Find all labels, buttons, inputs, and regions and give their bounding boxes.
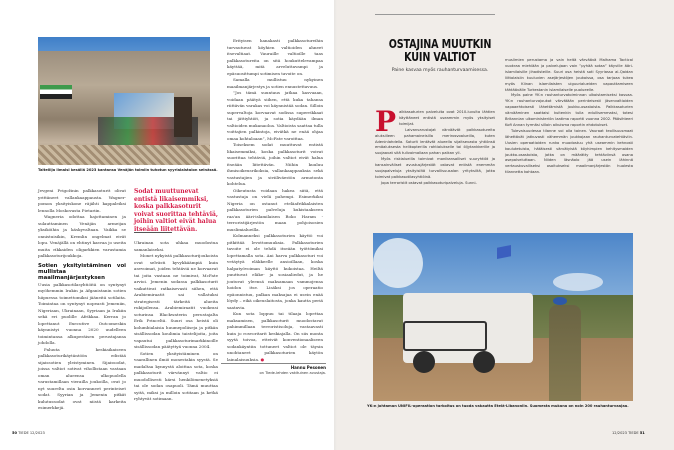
paragraph: Monet nykyistä palkkasoturijoukoista ovat selvästi kyvykkäämpiä kuin asevoimat, joiden tehtäviä ne korvaavat tai joita vastaan ne toimivat, McFate arvioi. Jemenin sodassa palkkasoturit vaikuttivat ratkaisevasti siihen, että Arabiemiraatit sai vallatuksi strategisesti tärkeitä alueita rukijoilensa. Arabiemiraatit vuokrasi soturinsa Blackwaterin perustajalta Erik Princeltä. Suuri osa heistä oli kolumbialaisia huumepoliiseja ja pitkän sisällissodan koulimia taistelijoita, joita vapautui palkkasoturimarkkinoille sisällissodan päätyttyä vuonna 2004. [134,253,218,349]
article-column-3 [227,38,323,363]
photo-caption: Taiteilija ilmaisi kesällä 2023 kantansa Venäjän toimiin tuhotun syyrialaistalon seinässä. [38,168,218,172]
paragraph: Laivanvarustajat värväävät palkkasotureita aluksilleen pahamaineisilla merirosvoalueilla, kuten Adeninlahdella. Soturit lentävät alueella sijaitsevasta yhtiönsä emäaluksesta helikopterilla rahtialukselle tai öljytankkerille ja suojaavat sitä tulivoimallaan pahan paikan yli. [375,127,495,156]
top-divider [375,14,495,15]
soldier-graphic [549,305,581,401]
deck-subtitle: Paine kasvaa myös rauhanturvaamisessa. [391,68,489,73]
syrian-flag-graphic [40,85,72,99]
paragraph: Tulevaisuudessa tilanne voi olla toinen. Vauraat teollisuusmaat lähettävät jatkuvasti vähemmän joukkojaan rauhanturvatehtäviin. Uusien operaatioiden runko muodostuu yhä useammin kehnosti koulutetuista, hätäisesti värvätyistä köyhimpien kehitysmaiden joukko-osastoista, jotka on määrätty tehtäviinsä osana asepalveluttaan. Niiden läsnäolo jää usein lähinnä vertauskuvalliseksi osoitukseksi maailmanjärjestön huolesta tilannetta kohtaan. [505,128,633,175]
article-column-2 [134,240,218,403]
right-page [337,0,674,450]
paragraph: Toiseksem sodat muuttuvat entistä likaisemmiksi, koska palkkasoturit voivat suorittaa tehtäviä, joihin valtiot eivät halua itseään liitettävän. Niihin kuuluu ihmisoikeusrikoksia, vallankaappauksia sekä vastustajien ja siviiliväestön armotonta kohtelua. [227,142,323,186]
drop-cap: P [375,105,397,138]
un-peacekeeper-vehicle-photo [373,233,633,401]
paragraph: Oikeutusta voidaan hakea siitä, että vastustaja on vielä pahempi. Esimerkiksi Nigeria on ostanut eteläafrikkalaisten palkkasoturien palveluja kukistaakseen raa'an ääri-islamilaisen Boko Haram -terroristijärjestön maan pohjoisosien muslimialueilla. [227,187,323,232]
paragraph: Myös riskialueilla toimivat monikansalliset suuryhtiöt ja kansainväliset avustusjärjestöt ostavat entistä enemmän suojapalveluja yksityisiltä turvallisuusalan yrityksiltä, jotka toimivat palkkasotilasyhtiöinä. [375,157,495,179]
pull-quote-divider [134,232,172,233]
right-column-2 [505,58,633,176]
paragraph: Jevgeni Prigožinin palkkasoturit olivat yrittäneet vallankaappausta. Wagner-pomon yksityiskone räjähti kappaleiksi lennolla Moskovasta Pietariin. [38,188,126,213]
page-folio-right [612,431,645,435]
paragraph: Uusia palkkasotilasyhtiöitä on syntynyt myöhemmin Irakin ja Afganistanin sotien hiipuessa toimettomiksi jääneitä sotilaita. Toimintaa on syntynyt nopeasti Jemeniin, Nigeriaan, Ukrainaan, Syyriaan ja Irakiin sekä eri puolille Afrikkaa. Kerran jo lopettanut Executive Outcomeskin käynnistyi vuonna 2020 uudelleen toimintansa alkuperäisen perustajansa johdolla. [38,281,126,345]
paragraph: Ukrainan sota uhkaa muodostua samanlaiseksi. [134,240,218,252]
page-number: 50 [12,431,18,435]
right-column-1 [375,105,495,187]
paragraph: ”Jos tämä suuntaus jatkaa kasvuaan, voidaan päätyä siihen, että kuka tahansa riittävän varakas voi käynnistää sodan. Silloin supervaltoja korvaavat sodissa superrikkaat tai jättiyhtiöt, ja sotia käydään ilman valtioiden mukanaoloa. Valtioista saattaa tulla voittajien palkintoja, eivätkä ne enää ohjaa omaa kohtaloaan”, McFate varoittaa. [227,90,323,141]
paragraph: Jopa terroristit ostavat palkkasoturipalveluja. Sunni- [381,180,477,185]
folio-text: 12/2023 TIEDE [612,431,639,435]
photo-caption: YK:n johtaman UNIFIL-operaation tarkoitus on tuoda vakautta Etelä-Libanoniin. Suomesta mukana on noin 200 rauhanturvaajaa. [367,404,629,408]
page-number: 51 [639,431,645,435]
paragraph: Wagneria odottaa hajottaminen ja sulauttaminen Venäjän armeijan yksiköihin ja käskyvaltaan. Vaikka se onnistuisikin, Kremlin ongelmat eivät lopu. Venäjällä on ehtinyt kasvaa jo useita muita rikkaiden oligarkkien varustamia palkkasoturijoukkoja. [38,214,126,258]
ruined-building-mural-photo [38,37,210,165]
author-role: on Tiede-lehden vakituinen avustaja. [259,371,326,375]
paragraph: Erityisen hanakasti palkkasotureihin turvautuvat köyhien valtioiden ahneet itsevaltiaat. Vauraille valtioille taas palkkasotureita on sitä houkuttelevampaa käyttää, mitä arveluttavampi ja epäsuosittumpi sotimisen tavoite on. [227,38,323,76]
page-folio-left [12,431,45,435]
author-name: Hannu Pesonen [290,365,326,370]
headline: OSTAJINA MUUTKIN KUIN VALTIOT [388,37,492,64]
spine-gutter [334,0,337,450]
paragraph: Sotien yksityistäminen on vaarallinen ilmiö monestakin syystä. Se madaltaa kynnystä aloittaa sota, koska palkkasoturit värvännyt valtio ei muodollisesti kärsi henkilömenetyksiä tai ole sodan osapuoli. Tämä muuttaa syitä, miksi ja milloin sotitaan ja ketkä ryhtyvät sotimaan. [134,350,218,401]
byline-divider [221,363,326,364]
end-mark-icon: ● [260,356,265,362]
folio-text: TIEDE 12/2023 [18,431,45,435]
pull-quote: Sodat muuttunevat entistä likaisemmiksi, koska palkkasoturit voivat suorittaa tehtäviä, joihin valtiot eivät halua itseään liitettävän. [134,188,218,233]
paragraph: alkkasoturien palveluita ovat 2010-luvulta lähtien käyttäneet entistä useammin myös yksityiset toimijat. [399,110,495,126]
paragraph: Kolmanneksi palkkasoturien käyttö voi pitkittää levottomuuksia. Palkkasoturien tavoite ei ole tehdä itseään työttömiksi lopettamalla sota. Ani harva palkkasoturi voi vetäytyä eläkkeelle ansioillaan, koska halpatyövoiman käyttö kukoistaa. Heiltä puuttuvat eläke- ja sosiaaliedut, ja he joutuvat yleensä maksamaan vammojensa hoidon itse. Lisäksi jos operaatio epäonnistuu, palkan maksajaa ei usein enää löydy – eikä oikeuslaitosta, jonka kautta periä saatavia. [227,233,323,310]
paragraph: Kun sota loppuu tai tilaaja lopettaa maksamisen, palkkasoturit muodostavat pahimmillaan terroristisoluja, vastaavasti kuin jo rosvoritarit keskiajalla. On siis monta syytä toivoa, etteivät konventionaaliseen sodankäyntiin tottuneet valtiot ole täysin unohtaneet palkkasoturien käytön lainalaisuuksia. [227,311,323,362]
subheading: Sotien yksityistäminen voi mullistaa maailmanjärjestyksen [38,262,126,281]
paragraph: Samalla mullistuu nykyinen maailmanjärjestys ja sotien ennustettavuus. [227,77,323,89]
paragraph: Myös paine YK:n rauhanturvatoiminnan ulkoistamiseksi kasvaa. YK:n rauhanturvajoukot värvätään perinteisesti jäsenvaltioiden vapaaehtoisesti lähettämistä joukko-osastoista. Palkkasoturien värvääminen saattaisi kuitenkin tulla edullisemmaksi, totesi Britannian ulkoministeriön laatima raportti vuonna 2002. Pääsihteeri Kofi Annan tyrmäsi silloin aikuisma raportin ehdotukset. [505,93,633,127]
paragraph: Paluuta keskiaikaiseen palkkasoturikäytäntöön edistää sijaissotien yleistyminen. Sijaissodat, joissa valtiot sotivat vihollistaan vastaan oman alueensa ulkopuolella varustamillaan vierailla joukoilla, ovat jo nyt suurelta osin korvanneet perinteiset sodat. Syyrian ja Jemenin pitkät kulutussodat ovat niistä karkeita esimerkkejä. [38,346,126,410]
paragraph: muslimien perustama ja vain heitä värväävä Malhama Tactical vuokraa miehiään ja palvelujaan vain ”pyhää sotaa” käyville ääri-islamilaisille jihadisteille. Suuri osa heistä soti Syyriassa al-Qaidan liittolaisiin kuuluvien asejärjestöjen joukoissa, osa tarjoaa tukea myös Kiinan islamilaisten uiguurialueiden vapauttamiseen tähtäävälle Turkestanin islamilaiselle puolueelle. [505,58,633,92]
article-column-1 [38,188,126,412]
